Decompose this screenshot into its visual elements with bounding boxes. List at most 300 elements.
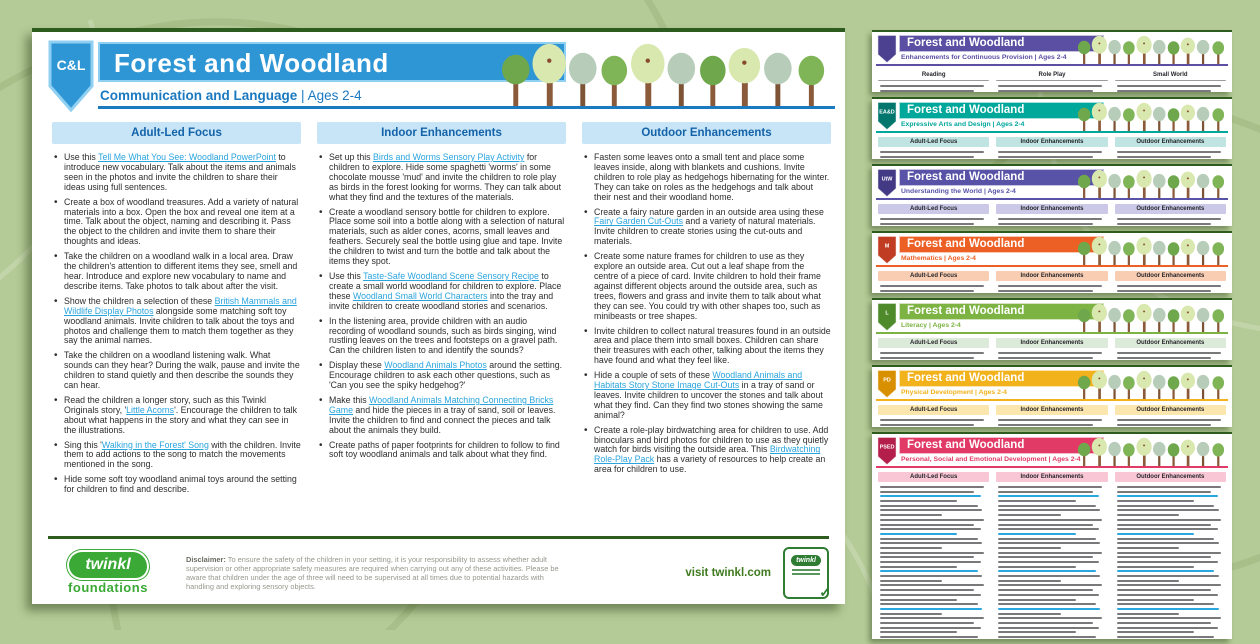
placeholder-text-line: [998, 552, 1102, 554]
placeholder-text-line: [998, 617, 1102, 619]
bullet-item: • Create some nature frames for children to use as they explore an outside area. Cut out a leaf shape from the centre of a piece of card. Invite children to hold their frame against different objects around the outside area, such as trees, flowers and grass and invite them to talk about what they can see. You could try with other shapes too, such as minibeasts or tree shapes.: [582, 252, 831, 321]
placeholder-text-line: [1117, 622, 1211, 624]
bullet-item: • Create paths of paper footprints for children to follow to find soft toy woodland animals and talk about what they find.: [317, 441, 566, 461]
thumb-subtitle: Expressive Arts and Design | Ages 2-4: [901, 121, 1025, 128]
placeholder-text-line: [880, 90, 974, 92]
thumb-subtitle: Enhancements for Continuous Provision | Ages 2-4: [901, 54, 1067, 61]
placeholder-text-line: [1117, 528, 1218, 530]
placeholder-text-line: [880, 622, 974, 624]
placeholder-text-line: [880, 424, 974, 426]
thumb-title: Forest and Woodland: [899, 437, 1104, 454]
placeholder-text-line: [880, 594, 981, 596]
twinkl-logo-cloud: twinkl: [69, 552, 146, 578]
thumbnail-page-2: [872, 97, 1232, 159]
placeholder-text-line: [1117, 419, 1221, 421]
resource-link[interactable]: Woodland Animals Photos: [384, 360, 487, 371]
placeholder-text-line: [1117, 352, 1221, 354]
thumb-column: [996, 204, 1107, 226]
thumb-column-header: Adult-Led Focus: [878, 271, 989, 281]
placeholder-text-line: [998, 570, 1096, 572]
thumb-title: Forest and Woodland: [899, 35, 1104, 52]
thumb-column: [878, 70, 989, 92]
thumb-rule: [876, 64, 1228, 66]
bullet-item: • Create a role-play birdwatching area for children to use. Add binoculars and bird photos for children to use as they quietly watch for birds visiting the outside area. This Birdwatching Role-Play Pack has a variety of resources to help create an area for children to use.: [582, 426, 831, 476]
placeholder-text-line: [1117, 486, 1221, 488]
thumb-rule: [876, 332, 1228, 334]
bullet-item: • Invite children to collect natural treasures found in an outside area and place them into small boxes. Children can share their treasures with each other, talking about the items they have found and what they feel like.: [582, 327, 831, 367]
bullet-item: • Take the children on a woodland walk in a local area. Draw the children's attention to different items they see, smell and hear. Introduce and explore new vocabulary to name and describe items. Take photos to talk about after the visit.: [52, 252, 301, 292]
placeholder-text-line: [998, 500, 1075, 502]
placeholder-text-line: [998, 290, 1092, 292]
bullet-list: [52, 153, 301, 495]
placeholder-text-line: [880, 552, 984, 554]
thumb-column-header: Role Play: [996, 70, 1107, 81]
placeholder-text-line: [1117, 223, 1211, 225]
placeholder-text-line: [998, 491, 1092, 493]
thumb-column-body: [878, 81, 989, 92]
placeholder-text-line: [998, 357, 1092, 359]
page-subtitle: [100, 88, 362, 103]
placeholder-text-line: [880, 524, 974, 526]
placeholder-text-line: [998, 547, 1060, 549]
placeholder-text-line: [998, 589, 1092, 591]
thumb-column-body: [878, 214, 989, 226]
bullet-item: • Fasten some leaves onto a small tent and place some leaves inside, along with blankets and cushions. Invite children to role play as hedgehogs hibernating for the winter. They can take on roles as the hedgehogs and talk about their nest and their woodland home.: [582, 153, 831, 203]
bullet-item: • Make this Woodland Animals Matching Connecting Bricks Game and hide the pieces in a tray of sand, soil or leaves. Invite the children to find and connect the pieces and talk about the animals they build.: [317, 396, 566, 436]
trees-illustration: [1077, 301, 1229, 332]
placeholder-text-line: [998, 223, 1092, 225]
placeholder-text-line: [880, 589, 974, 591]
thumb-column: [1115, 70, 1226, 92]
thumb-column: [1115, 472, 1226, 639]
resource-link[interactable]: Birds and Worms Sensory Play Activity: [373, 152, 525, 162]
placeholder-text-line: [880, 486, 984, 488]
placeholder-text-line: [998, 603, 1096, 605]
placeholder-text-line: [998, 519, 1102, 521]
placeholder-text-line: [880, 547, 942, 549]
placeholder-text-line: [998, 580, 1060, 582]
column-header: Outdoor Enhancements: [582, 122, 831, 144]
thumb-column-body: [996, 147, 1107, 159]
placeholder-text-line: [1117, 561, 1218, 563]
visit-twinkl-link[interactable]: visit twinkl.com: [685, 567, 771, 579]
thumb-column-header: Outdoor Enhancements: [1115, 204, 1226, 214]
placeholder-text-line: [880, 575, 982, 577]
placeholder-text-line: [998, 622, 1092, 624]
thumb-column-header: Outdoor Enhancements: [1115, 271, 1226, 281]
thumb-column-body: [1115, 348, 1226, 360]
placeholder-text-line: [1117, 495, 1218, 497]
placeholder-text-line: [998, 533, 1075, 535]
thumb-column-header: Indoor Enhancements: [996, 472, 1107, 482]
thumb-column-body: [1115, 81, 1226, 92]
trees-illustration: [1077, 167, 1229, 198]
placeholder-text-line: [1117, 594, 1218, 596]
thumb-column-header: Adult-Led Focus: [878, 472, 989, 482]
placeholder-text-line: [998, 627, 1099, 629]
thumb-column: [878, 338, 989, 360]
placeholder-text-line: [880, 528, 981, 530]
placeholder-text-line: [1117, 542, 1219, 544]
thumb-column-header: Indoor Enhancements: [996, 271, 1107, 281]
placeholder-text-line: [880, 509, 982, 511]
thumb-column: [878, 137, 989, 159]
placeholder-text-line: [1117, 90, 1211, 92]
placeholder-text-line: [998, 594, 1099, 596]
placeholder-text-line: [998, 509, 1100, 511]
placeholder-text-line: [1117, 575, 1219, 577]
placeholder-text-line: [1117, 547, 1179, 549]
trees-illustration: [500, 42, 835, 106]
thumb-column-body: [878, 415, 989, 427]
column-outdoor-enhancements: [582, 122, 831, 500]
bullet-item: • Use this Taste-Safe Woodland Scene Sensory Recipe to create a small world woodland for children to explore. Place these Woodland Small World Characters into the tray and invite children to create woodland stories and scenarios.: [317, 272, 566, 312]
placeholder-text-line: [1117, 290, 1211, 292]
placeholder-text-line: [880, 584, 984, 586]
main-resource-page: [32, 28, 845, 604]
subject-badge-shield: [877, 436, 897, 466]
bullet-item: • Create a woodland sensory bottle for children to explore. Place some soil into a bottle along with a selection of natural materials, such as alder cones, acorns, small leaves and feathers. Securely seal the bottle using glue and tape. Invite the children to twist and turn the bottle and talk about the items they spot.: [317, 208, 566, 267]
placeholder-text-line: [880, 566, 957, 568]
subject-badge-label: UtW: [881, 176, 893, 183]
placeholder-text-line: [880, 500, 957, 502]
thumb-column: [996, 70, 1107, 92]
placeholder-text-line: [998, 424, 1092, 426]
thumb-column: [996, 137, 1107, 159]
placeholder-text-line: [998, 151, 1102, 153]
thumb-column-body: [1115, 147, 1226, 159]
thumb-column-header: Small World: [1115, 70, 1226, 81]
thumb-column-header: Outdoor Enhancements: [1115, 472, 1226, 482]
placeholder-text-line: [1117, 599, 1194, 601]
bullet-item: • Take the children on a woodland listening walk. What sounds can they hear? During the walk, pause and invite the children to stand quietly and then describe the sounds they can hear.: [52, 351, 301, 391]
resource-link[interactable]: Birdwatching Role-Play Pack: [594, 444, 821, 465]
placeholder-text-line: [998, 495, 1099, 497]
placeholder-text-line: [998, 352, 1102, 354]
thumb-column-header: Indoor Enhancements: [996, 338, 1107, 348]
thumbnail-page-6: [872, 365, 1232, 427]
placeholder-text-line: [1117, 580, 1179, 582]
bullet-item: • Read the children a longer story, such as this Twinkl Originals story, 'Little Acorns'. Encourage the children to talk about what happens in the story and what they can see in the illustrations.: [52, 396, 301, 436]
subject-badge-label: PSED: [879, 444, 895, 451]
thumb-rule: [876, 399, 1228, 401]
placeholder-text-line: [880, 636, 978, 638]
trees-illustration: [1077, 100, 1229, 131]
thumb-column-body: [996, 415, 1107, 427]
placeholder-text-line: [1117, 509, 1219, 511]
placeholder-text-line: [1117, 218, 1221, 220]
placeholder-text-line: [880, 352, 984, 354]
placeholder-text-line: [880, 556, 974, 558]
thumbnail-page-1: [872, 30, 1232, 92]
subject-badge-shield: [877, 101, 897, 131]
thumbnail-page-3: [872, 164, 1232, 226]
thumb-column: [1115, 338, 1226, 360]
thumb-column-header: Outdoor Enhancements: [1115, 137, 1226, 147]
bullet-item: • Display these Woodland Animals Photos around the setting. Encourage children to ask each other questions, such as 'Can you see the spiky hedgehog?': [317, 361, 566, 391]
subject-badge-shield: [877, 302, 897, 332]
thumbnail-page-4: [872, 231, 1232, 293]
thumb-rule: [876, 131, 1228, 133]
placeholder-text-line: [998, 575, 1100, 577]
page-footer: [48, 544, 829, 602]
page-ages: Ages 2-4: [307, 88, 362, 103]
thumb-column-body: [996, 81, 1107, 92]
thumb-column-header: Adult-Led Focus: [878, 338, 989, 348]
thumb-rule: [876, 198, 1228, 200]
thumb-column: [878, 204, 989, 226]
page-title: Forest and Woodland: [98, 42, 566, 82]
resource-link[interactable]: Tell Me What You See: Woodland PowerPoint: [98, 152, 276, 162]
placeholder-text-line: [1117, 589, 1211, 591]
placeholder-text-line: [1117, 584, 1221, 586]
subject-badge-label: EA&D: [879, 109, 895, 116]
placeholder-text-line: [998, 608, 1100, 610]
placeholder-text-line: [1117, 285, 1221, 287]
placeholder-text-line: [1117, 514, 1179, 516]
bullet-item: • In the listening area, provide children with an audio recording of woodland sounds, such as birds singing, wind rustling leaves on the trees and footsteps on a gravel path. Can the children listen to and identify the sounds?: [317, 317, 566, 357]
placeholder-text-line: [998, 584, 1102, 586]
placeholder-text-line: [1117, 613, 1179, 615]
thumb-column: [878, 472, 989, 639]
thumb-column-body: [878, 147, 989, 159]
thumb-column-body: [1115, 482, 1226, 639]
placeholder-text-line: [998, 599, 1075, 601]
resource-link[interactable]: Woodland Small World Characters: [352, 290, 488, 301]
placeholder-text-line: [880, 570, 978, 572]
placeholder-text-line: [998, 556, 1092, 558]
resource-link[interactable]: Woodland Animals and Habitats Story Stone Image Cut-Outs: [594, 370, 803, 391]
placeholder-text-line: [880, 599, 957, 601]
thumb-column-header: Indoor Enhancements: [996, 405, 1107, 415]
bullet-item: • Set up this Birds and Worms Sensory Play Activity for children to explore. Hide some spaghetti 'worms' in some chocolate mousse 'mud' and invite the children to role play as birds in the forest looking for worms. They can talk about what they find and the textures of the materials.: [317, 153, 566, 203]
bullet-item: • Use this Tell Me What You See: Woodland PowerPoint to introduce new vocabulary. Talk about the items and animals seen in the photos and invite the children to share their ideas using full sentences.: [52, 153, 301, 193]
resource-link[interactable]: Walking in the Forest' Song: [101, 439, 209, 450]
thumb-column: [996, 472, 1107, 639]
placeholder-text-line: [1117, 617, 1221, 619]
twinkl-quality-badge: twinkl ✓: [783, 547, 829, 599]
thumb-title: Forest and Woodland: [899, 236, 1104, 253]
placeholder-text-line: [1117, 566, 1194, 568]
thumb-column: [996, 405, 1107, 427]
foundations-label: foundations: [68, 579, 148, 595]
placeholder-text-line: [880, 538, 978, 540]
subject-badge-label: C&L: [56, 57, 86, 73]
subject-badge-label: L: [885, 310, 889, 317]
placeholder-text-line: [880, 603, 978, 605]
placeholder-text-line: [1117, 156, 1211, 158]
placeholder-text-line: [1117, 631, 1194, 633]
placeholder-text-line: [998, 566, 1075, 568]
placeholder-text-line: [1117, 524, 1211, 526]
placeholder-text-line: [998, 156, 1092, 158]
thumb-column-body: [996, 348, 1107, 360]
trees-illustration: [1077, 234, 1229, 265]
thumb-subtitle: Literacy | Ages 2-4: [901, 322, 961, 329]
placeholder-text-line: [998, 561, 1099, 563]
thumb-column: [878, 271, 989, 293]
bullet-item: • Create a box of woodland treasures. Add a variety of natural materials into a box. Open the box and reveal one item at a time. Talk about the object, naming and describing it. Pass the object to the children and invite them to share their thoughts and ideas.: [52, 198, 301, 248]
thumb-column: [996, 338, 1107, 360]
thumb-title: Forest and Woodland: [899, 102, 1104, 119]
placeholder-text-line: [998, 613, 1060, 615]
placeholder-text-line: [1117, 538, 1215, 540]
resource-link[interactable]: Woodland Animals Matching Connecting Bricks Game: [329, 394, 554, 415]
placeholder-text-line: [880, 627, 981, 629]
placeholder-text-line: [998, 514, 1060, 516]
thumb-column: [1115, 405, 1226, 427]
placeholder-text-line: [998, 486, 1102, 488]
placeholder-text-line: [880, 290, 974, 292]
placeholder-text-line: [998, 285, 1102, 287]
placeholder-text-line: [880, 495, 981, 497]
subject-badge-shield: [877, 34, 897, 64]
bullet-list: [317, 153, 566, 460]
thumb-column-header: Outdoor Enhancements: [1115, 405, 1226, 415]
placeholder-text-line: [998, 524, 1092, 526]
thumb-column-body: [878, 281, 989, 293]
trees-illustration: [1077, 435, 1229, 466]
bullet-item: • Sing this 'Walking in the Forest' Song with the children. Invite them to add actions to the song to match the movements mentioned in the song.: [52, 441, 301, 471]
placeholder-text-line: [1117, 570, 1215, 572]
bullet-item: • Hide some soft toy woodland animal toys around the setting for children to find and describe.: [52, 475, 301, 495]
placeholder-text-line: [880, 218, 984, 220]
thumb-rule: [876, 265, 1228, 267]
column-indoor-enhancements: [317, 122, 566, 500]
thumb-column-body: [1115, 281, 1226, 293]
placeholder-text-line: [1117, 505, 1215, 507]
placeholder-text-line: [998, 419, 1102, 421]
twinkl-foundations-logo: [48, 552, 168, 595]
placeholder-text-line: [880, 519, 984, 521]
bullet-item: • Hide a couple of sets of these Woodland Animals and Habitats Story Stone Image Cut-Outs in a tray of sand or leaves. Invite children to uncover the stones and talk about what they find. Can they find two stones showing the same animal?: [582, 371, 831, 421]
placeholder-text-line: [998, 538, 1096, 540]
thumb-column-header: Adult-Led Focus: [878, 204, 989, 214]
subject-badge-shield: [877, 369, 897, 399]
subject-badge-shield: [877, 168, 897, 198]
thumb-rule: [876, 466, 1228, 468]
placeholder-text-line: [1117, 491, 1211, 493]
thumb-column-header: Adult-Led Focus: [878, 137, 989, 147]
placeholder-text-line: [1117, 636, 1215, 638]
placeholder-text-line: [880, 533, 957, 535]
placeholder-text-line: [880, 631, 957, 633]
thumb-subtitle: Mathematics | Ages 2-4: [901, 255, 976, 262]
placeholder-text-line: [880, 613, 942, 615]
placeholder-text-line: [880, 419, 984, 421]
thumb-column: [996, 271, 1107, 293]
placeholder-text-line: [1117, 627, 1218, 629]
resource-link[interactable]: Taste-Safe Woodland Scene Sensory Recipe: [363, 270, 539, 281]
thumb-column-body: [878, 348, 989, 360]
thumb-subtitle: Personal, Social and Emotional Development | Ages 2-4: [901, 456, 1081, 463]
thumb-title: Forest and Woodland: [899, 303, 1104, 320]
placeholder-text-line: [1117, 533, 1194, 535]
placeholder-text-line: [1117, 85, 1221, 87]
subtitle-divider: |: [301, 88, 305, 103]
trees-illustration: [1077, 368, 1229, 399]
thumb-column-body: [1115, 415, 1226, 427]
thumb-column-body: [878, 482, 989, 639]
placeholder-text-line: [880, 617, 984, 619]
check-icon: ✓: [819, 584, 831, 600]
resource-link[interactable]: Little Acorns: [126, 404, 175, 415]
placeholder-text-line: [880, 285, 984, 287]
subject-badge-shield: [48, 40, 94, 112]
thumb-column-header: Adult-Led Focus: [878, 405, 989, 415]
placeholder-text-line: [880, 608, 982, 610]
thumb-column: [878, 405, 989, 427]
placeholder-text-line: [998, 636, 1096, 638]
placeholder-text-line: [880, 223, 974, 225]
placeholder-text-line: [1117, 556, 1211, 558]
thumbnail-page-7: [872, 432, 1232, 639]
placeholder-text-line: [880, 491, 974, 493]
placeholder-text-line: [1117, 151, 1221, 153]
placeholder-text-line: [880, 151, 984, 153]
content-columns: [32, 118, 845, 500]
thumb-column-header: Outdoor Enhancements: [1115, 338, 1226, 348]
thumb-title: Forest and Woodland: [899, 370, 1104, 387]
column-header: Indoor Enhancements: [317, 122, 566, 144]
placeholder-text-line: [998, 631, 1075, 633]
thumb-column-header: Indoor Enhancements: [996, 137, 1107, 147]
thumb-column: [1115, 204, 1226, 226]
placeholder-text-line: [1117, 552, 1221, 554]
thumb-column-body: [1115, 214, 1226, 226]
resource-link[interactable]: British Mammals and Wildlife Display Photos: [64, 295, 297, 316]
thumb-column: [1115, 271, 1226, 293]
thumb-column-header: Reading: [878, 70, 989, 81]
subject-badge-label: M: [884, 243, 890, 250]
placeholder-text-line: [880, 85, 984, 87]
placeholder-text-line: [880, 505, 978, 507]
placeholder-text-line: [880, 357, 974, 359]
bullet-item: • Create a fairy nature garden in an outside area using these Fairy Garden Cut-Outs and a variety of natural materials. Invite children to create stories using the cut-outs and materials.: [582, 208, 831, 248]
placeholder-text-line: [1117, 357, 1211, 359]
placeholder-text-line: [998, 528, 1099, 530]
thumb-column: [1115, 137, 1226, 159]
column-adult-led-focus: [52, 122, 301, 500]
placeholder-text-line: [998, 542, 1100, 544]
placeholder-text-line: [998, 90, 1092, 92]
thumbnail-stack: [872, 30, 1232, 644]
placeholder-text-line: [1117, 500, 1194, 502]
page-subject: Communication and Language: [100, 88, 298, 103]
placeholder-text-line: [880, 580, 942, 582]
placeholder-text-line: [998, 85, 1102, 87]
thumb-column-body: [996, 482, 1107, 639]
resource-link[interactable]: Fairy Garden Cut-Outs: [594, 216, 683, 227]
placeholder-text-line: [880, 156, 974, 158]
trees-illustration: [1077, 33, 1229, 64]
placeholder-text-line: [1117, 608, 1219, 610]
bullet-list: [582, 153, 831, 475]
thumb-subtitle: Understanding the World | Ages 2-4: [901, 188, 1016, 195]
column-header: Adult-Led Focus: [52, 122, 301, 144]
placeholder-text-line: [998, 505, 1096, 507]
placeholder-text-line: [880, 561, 981, 563]
placeholder-text-line: [880, 514, 942, 516]
subject-badge-label: PD: [883, 377, 891, 384]
subject-badge-shield: [877, 235, 897, 265]
thumb-column-body: [996, 281, 1107, 293]
disclaimer-text: Disclaimer: To ensure the safety of the children in your setting, it is your responsibility to assess whether adult supervision or other appropriate safety measures are required when carrying out any of these activities. Please be aware that children under the age of three will need to be supervised at all times due to potential hazards with handling and exploring sensory objects.: [186, 554, 559, 592]
placeholder-text-line: [1117, 519, 1221, 521]
placeholder-text-line: [1117, 424, 1211, 426]
bullet-item: • Show the children a selection of these British Mammals and Wildlife Display Photos alongside some matching soft toy woodland animals. Invite children to talk about the toys and photos and challenge them to match them together as they say the animal names.: [52, 297, 301, 347]
placeholder-text-line: [998, 218, 1102, 220]
